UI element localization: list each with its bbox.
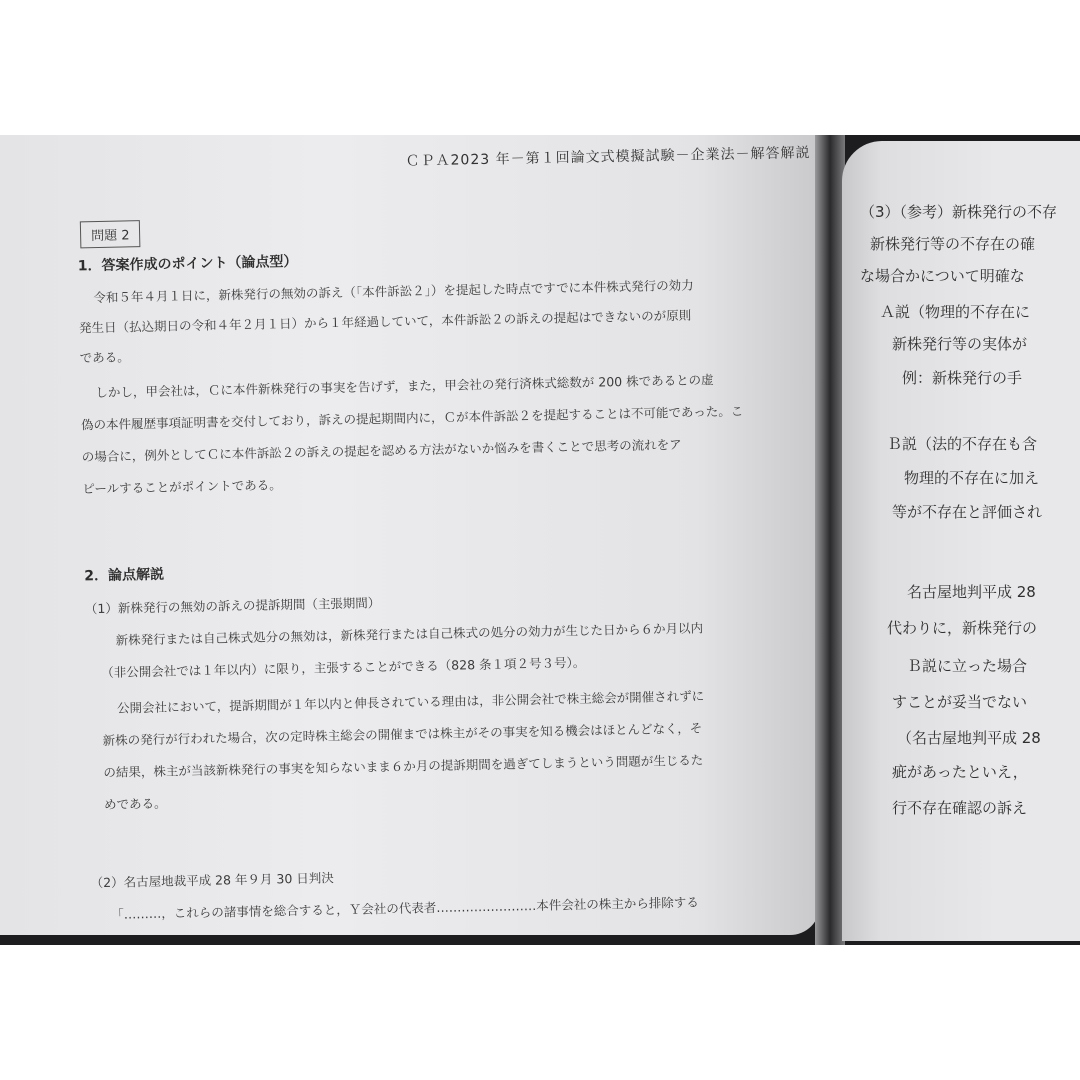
right-line: （3）（参考）新株発行の不存 — [860, 203, 1058, 221]
section1-line: 発生日（払込期日の令和４年２月１日）から１年経過していて，本件訴訟２の訴えの提起はできないのが原則 — [78, 307, 692, 336]
sub1-title: （1）新株発行の無効の訴えの提訴期間（主張期間） — [84, 595, 381, 617]
section1-line: 令和５年４月１日に，新株発行の無効の訴え（「本件訴訟２」）を提起した時点ですでに本件株式発行の効力 — [93, 277, 694, 306]
book-gutter — [815, 135, 845, 945]
sub2-title: （2）名古屋地裁平成 28 年９月 30 日判決 — [90, 870, 334, 891]
right-page — [842, 141, 1080, 941]
section1-line: ピールすることがポイントである。 — [82, 477, 282, 497]
section1-line: である。 — [79, 349, 130, 366]
section1-title: 1．答案作成のポイント（論点型） — [77, 253, 298, 275]
right-line: Ａ説（物理的不存在に — [880, 303, 1031, 321]
sub2-line: 「………，これらの諸事情を総合すると，Ｙ会社の代表者……………………本件会社の株主から排除する — [111, 894, 699, 922]
sub1-line: の結果，株主が当該新株発行の事実を知らないまま６か月の提訴期間を過ぎてしまうという問題が生じるた — [103, 752, 704, 780]
section2-title: 2．論点解説 — [84, 566, 165, 585]
book-photo — [0, 135, 1080, 945]
right-line: 新株発行等の実体が — [892, 335, 1028, 353]
right-line: 名古屋地判平成 28 — [907, 583, 1036, 601]
sub1-line: めである。 — [103, 795, 167, 812]
right-line: （名古屋地判平成 28 — [897, 729, 1041, 747]
sub1-line: 新株発行または自己株式処分の無効は，新株発行または自己株式の処分の効力が生じた日から６か月以内 — [115, 620, 704, 648]
left-page — [0, 135, 820, 935]
right-line: 行不存在確認の訴え — [892, 799, 1028, 817]
right-line: 物理的不存在に加え — [904, 469, 1040, 487]
right-line: 疵があったといえ， — [892, 763, 1028, 781]
page-header: ＣＰＡ2023 年－第１回論文式模擬試験－企業法－解答解説 — [405, 145, 811, 170]
right-line: Ｂ説に立った場合 — [907, 657, 1028, 675]
sub1-line: 新株の発行が行われた場合，次の定時株主総会の開催までは株主がその事実を知る機会はほとんどなく，そ — [102, 720, 703, 748]
section1-line: の場合に，例外としてＣに本件訴訟２の訴えの提起を認める方法がないか悩みを書くことで思考の流れをア — [81, 436, 682, 465]
right-line: 例：新株発行の手 — [902, 369, 1023, 387]
right-line: 新株発行等の不存在の確 — [870, 235, 1036, 253]
right-line: な場合かについて明確な — [860, 267, 1025, 285]
right-line: 等が不存在と評価され — [892, 503, 1043, 521]
question-box: 問題 2 — [80, 220, 141, 248]
right-line: 代わりに，新株発行の — [887, 619, 1038, 637]
sub1-line: 公開会社において，提訴期間が１年以内と伸長されている理由は，非公開会社で株主総会が開催されずに — [116, 688, 705, 716]
right-line: Ｂ説（法的不存在も含 — [887, 435, 1038, 453]
section1-line: 偽の本件履歴事項証明書を交付しており，訴えの提起期間内に，Ｃが本件訴訟２を提起することは不可能であった。こ — [80, 403, 744, 433]
section1-line: しかし，甲会社は，Ｃに本件新株発行の事実を告げず，また，甲会社の発行済株式総数が 200 株であるとの虚 — [95, 372, 714, 401]
right-line: すことが妥当でない — [892, 693, 1028, 711]
sub1-line: （非公開会社では１年以内）に限り，主張することができる（828 条１項２号３号）。 — [101, 654, 586, 680]
